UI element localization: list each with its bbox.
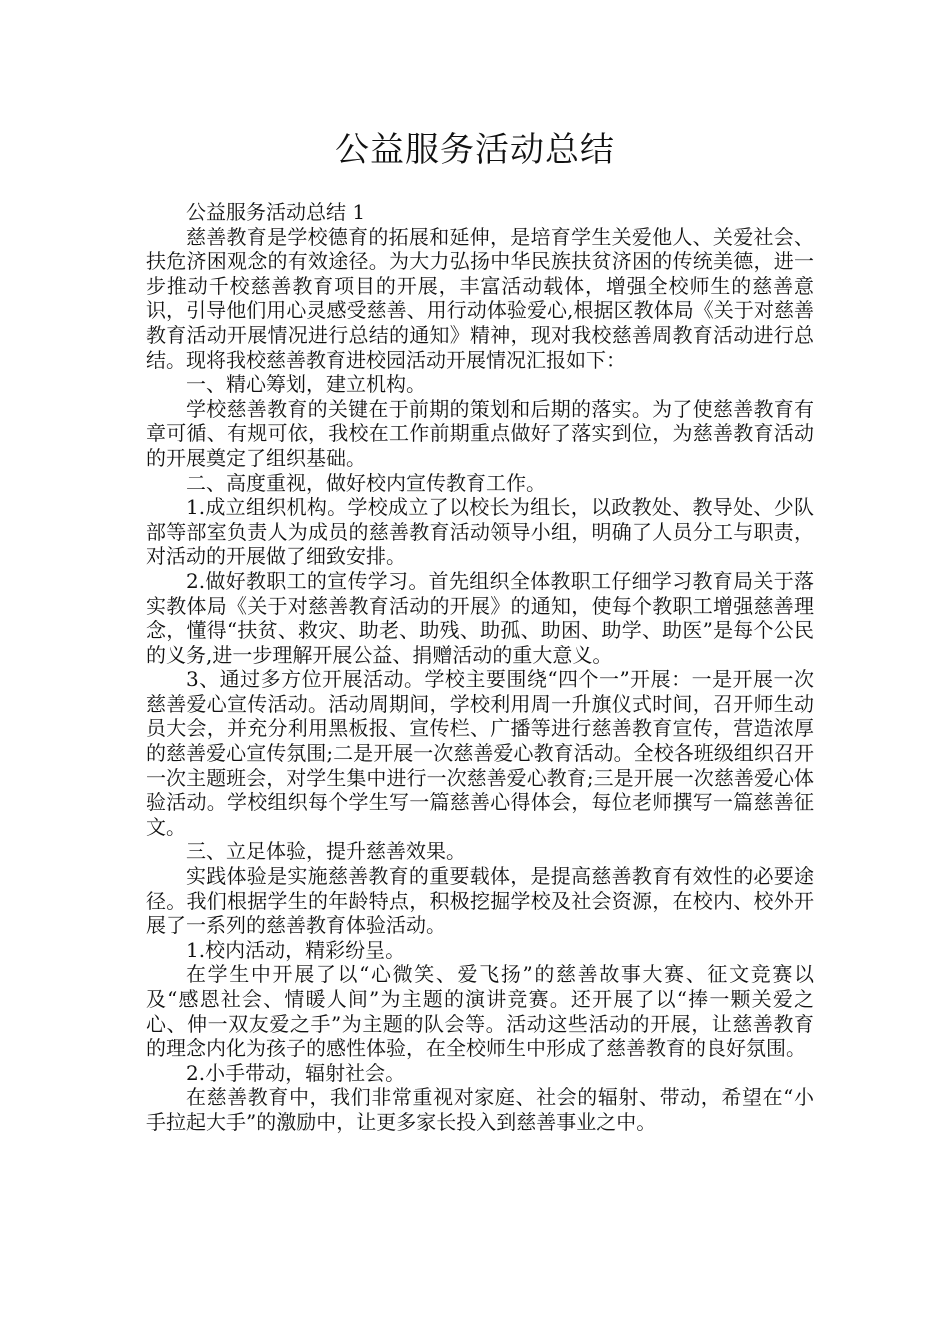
section-3-item-1-paragraph: 在学生中开展了以“心微笑、爱飞扬”的慈善故事大赛、征文竞赛以及“感恩社会、情暖人间”为主题的演讲竞赛。还开展了以“捧一颗关爱之心、伸一双友爱之手”为主题的队会等。活动这些活动的开展，让慈善教育的理念内化为孩子的感性体验，在全校师生中形成了慈善教育的良好氛围。 [146, 962, 814, 1061]
section-3-paragraph: 实践体验是实施慈善教育的重要载体，是提高慈善教育有效性的必要途径。我们根据学生的年龄特点，积极挖掘学校及社会资源，在校内、校外开展了一系列的慈善教育体验活动。 [146, 864, 814, 938]
section-2-item-1: 1.成立组织机构。学校成立了以校长为组长，以政教处、教导处、少队部等部室负责人为成员的慈善教育活动领导小组，明确了人员分工与职责，对活动的开展做了细致安排。 [146, 495, 814, 569]
intro-paragraph: 慈善教育是学校德育的拓展和延伸，是培育学生关爱他人、关爱社会、扶危济困观念的有效途径。为大力弘扬中华民族扶贫济困的传统美德，进一步推动千校慈善教育项目的开展，丰富活动载体，增强全校师生的慈善意识，引导他们用心灵感受慈善、用行动体验爱心,根据区教体局《关于对慈善教育活动开展情况进行总结的通知》精神，现对我校慈善周教育活动进行总结。现将我校慈善教育进校园活动开展情况汇报如下： [146, 224, 814, 372]
subtitle-heading: 公益服务活动总结 1 [186, 200, 366, 224]
section-3-item-1-heading: 1.校内活动，精彩纷呈。 [186, 937, 406, 962]
section-2-item-3: 3、通过多方位开展活动。学校主要围绕“四个一”开展：一是开展一次慈善爱心宣传活动。活动周期间，学校利用周一升旗仪式时间，召开师生动员大会，并充分利用黑板报、宣传栏、广播等进行慈善教育宣传，营造浓厚的慈善爱心宣传氛围;二是开展一次慈善爱心教育活动。全校各班级组织召开一次主题班会，对学生集中进行一次慈善爱心教育;三是开展一次慈善爱心体验活动。学校组织每个学生写一篇慈善心得体会，每位老师撰写一篇慈善征文。 [146, 667, 814, 839]
document-title: 公益服务活动总结 [335, 130, 615, 170]
section-heading-1: 一、精心筹划，建立机构。 [186, 372, 426, 397]
document-body [146, 200, 814, 1135]
section-heading-2: 二、高度重视，做好校内宣传教育工作。 [186, 470, 546, 495]
section-1-paragraph: 学校慈善教育的关键在于前期的策划和后期的落实。为了使慈善教育有章可循、有规可依，我校在工作前期重点做好了落实到位，为慈善教育活动的开展奠定了组织基础。 [146, 396, 814, 470]
section-heading-3: 三、立足体验，提升慈善效果。 [186, 839, 466, 864]
section-3-item-2-heading: 2.小手带动，辐射社会。 [186, 1060, 406, 1085]
section-2-item-2: 2.做好教职工的宣传学习。首先组织全体教职工仔细学习教育局关于落实教体局《关于对慈善教育活动的开展》的通知，使每个教职工增强慈善理念，懂得“扶贫、救灾、助老、助残、助孤、助困、助学、助医”是每个公民的义务,进一步理解开展公益、捐赠活动的重大意义。 [146, 568, 814, 667]
section-3-item-2-paragraph: 在慈善教育中，我们非常重视对家庭、社会的辐射、带动，希望在“小手拉起大手”的激励中，让更多家长投入到慈善事业之中。 [146, 1085, 814, 1134]
